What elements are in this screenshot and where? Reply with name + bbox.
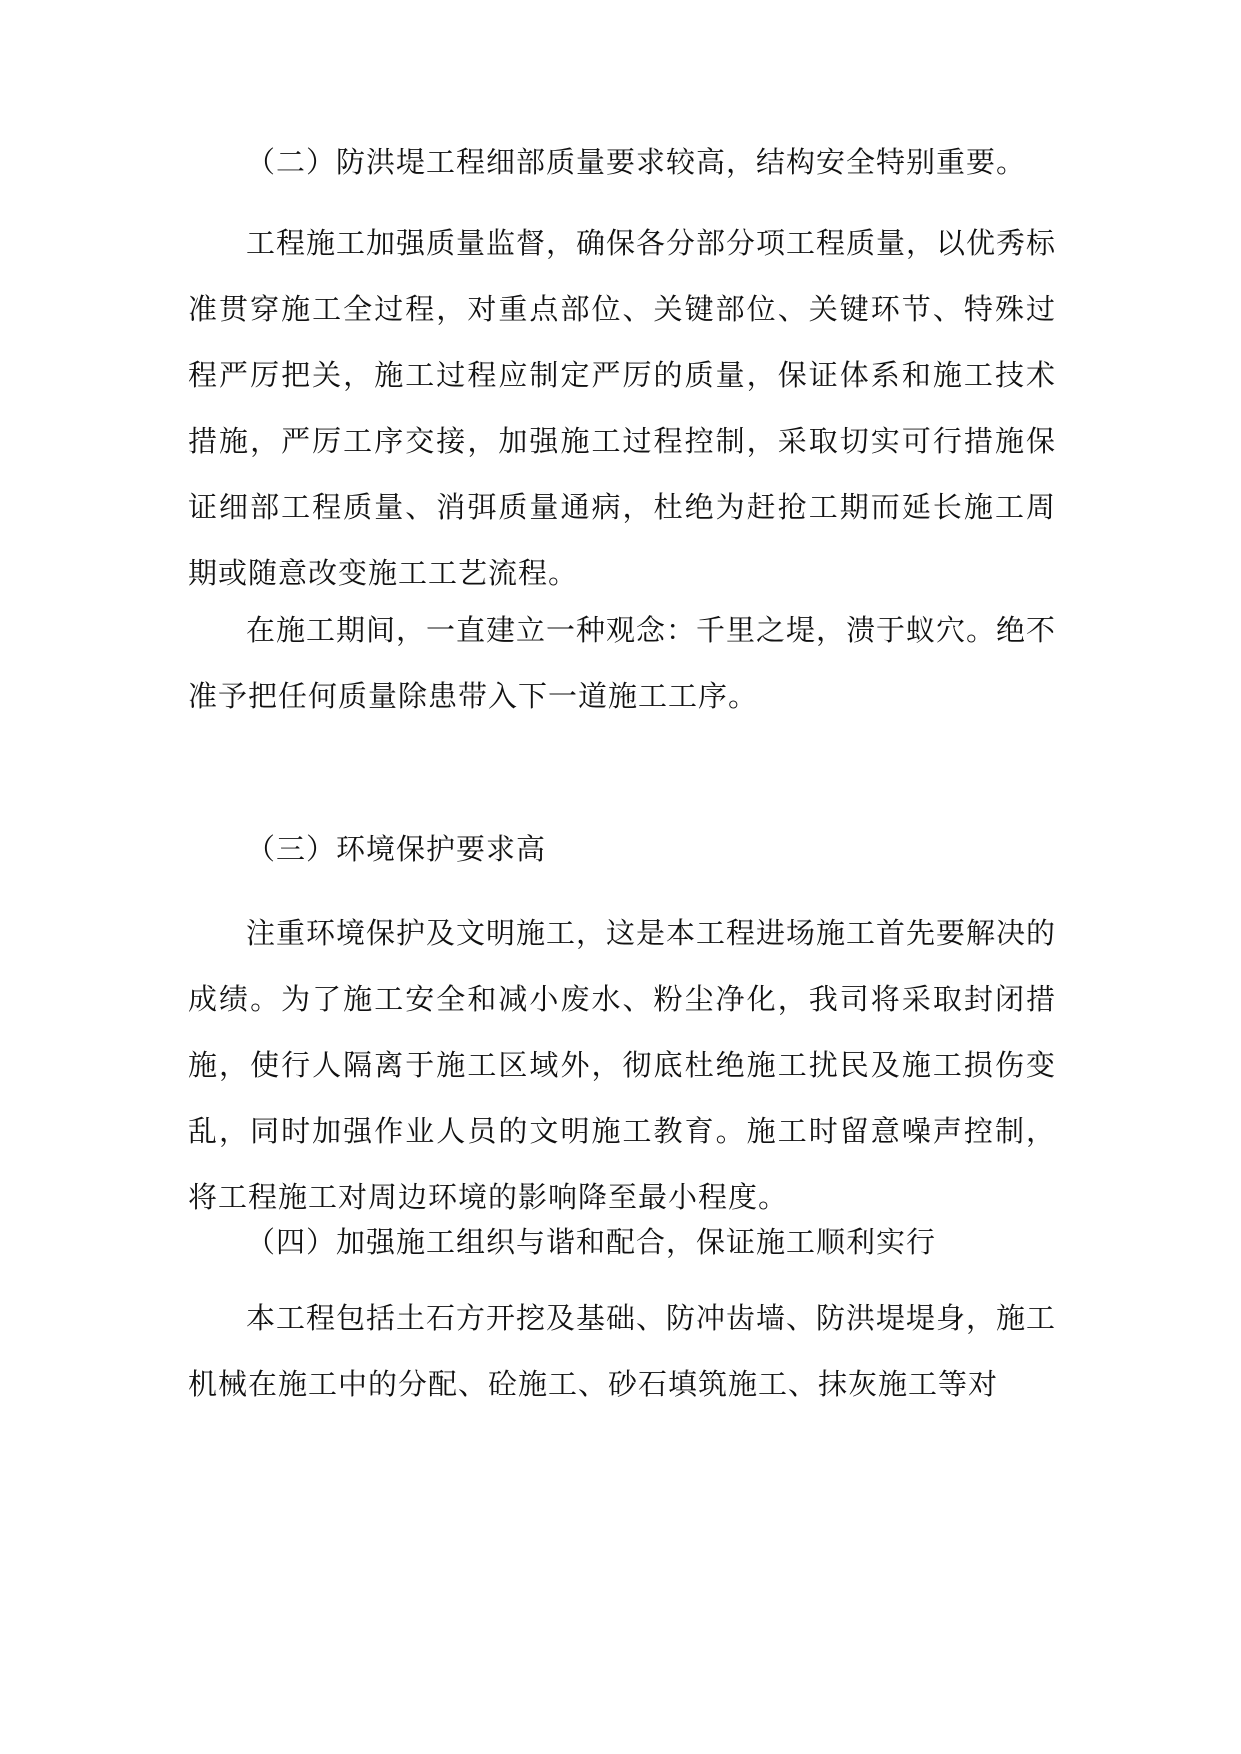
section-heading-3: （三）环境保护要求高 — [246, 832, 547, 866]
section-heading-4: （四）加强施工组织与谐和配合，保证施工顺利实行 — [246, 1225, 937, 1259]
paragraph-environment-protection: 注重环境保护及文明施工，这是本工程进场施工首先要解决的成绩。为了施工安全和减小废水、粉尘净化，我司将采取封闭措施，使行人隔离于施工区域外，彻底杜绝施工扰民及施工损伤变乱，同时加强作业人员的文明施工教育。施工时留意噪声控制，将工程施工对周边环境的影响降至最小程度。 — [188, 916, 1057, 1214]
paragraph-project-scope: 本工程包括土石方开挖及基础、防冲齿墙、防洪堤堤身，施工机械在施工中的分配、砼施工、砂石填筑施工、抹灰施工等对 — [188, 1301, 1057, 1401]
paragraph-quality-concept: 在施工期间，一直建立一种观念：千里之堤，溃于蚁穴。绝不准予把任何质量除患带入下一道施工工序。 — [188, 613, 1057, 713]
paragraph-quality-supervision: 工程施工加强质量监督，确保各分部分项工程质量，以优秀标准贯穿施工全过程，对重点部位、关键部位、关键环节、特殊过程严厉把关，施工过程应制定严厉的质量，保证体系和施工技术措施，严厉工序交接，加强施工过程控制，采取切实可行措施保证细部工程质量、消弭质量通病，杜绝为赶抢工期而延长施工周期或随意改变施工工艺流程。 — [188, 226, 1057, 590]
section-heading-2: （二）防洪堤工程细部质量要求较高，结构安全特别重要。 — [246, 145, 1027, 179]
